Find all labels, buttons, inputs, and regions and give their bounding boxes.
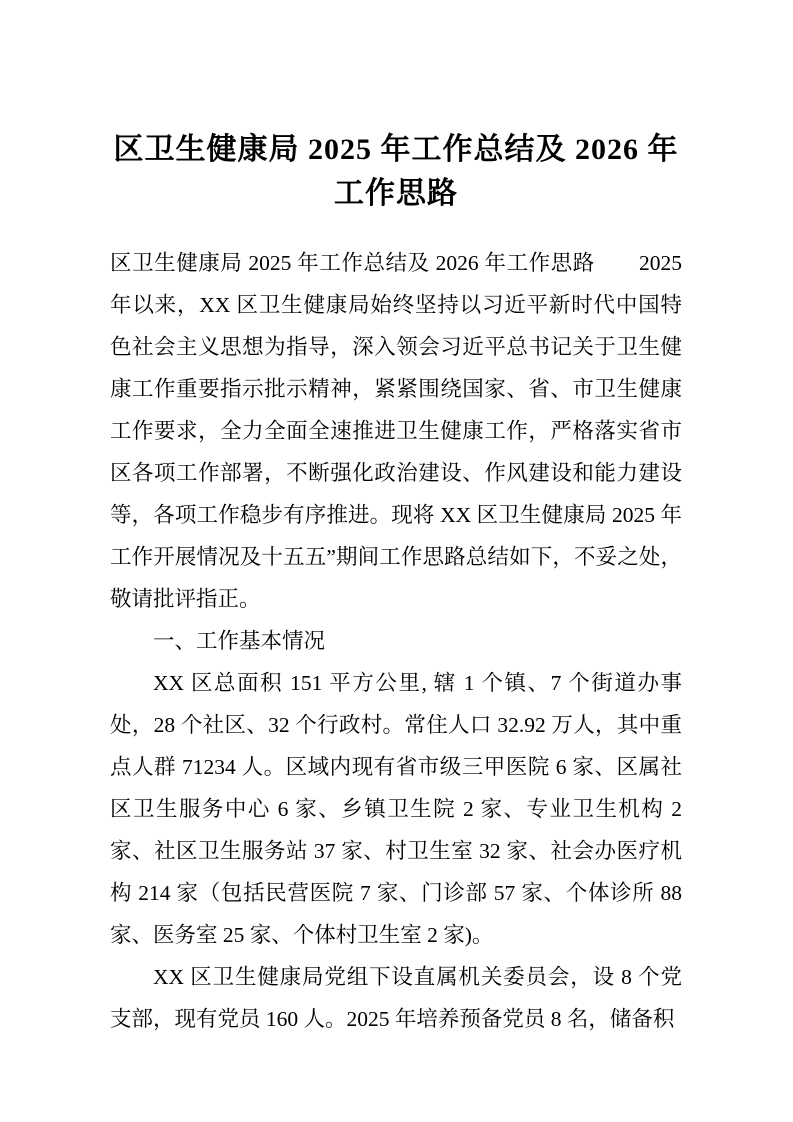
section-heading: 一、工作基本情况: [153, 629, 326, 653]
intro-paragraph: 区卫生健康局 2025 年工作总结及 2026 年工作思路 2025 年以来，XX 区卫生健康局始终坚持以习近平新时代中国特色社会主义思想为指导，深入领会习近平总书记关于卫生健康工作重要指示批示精神，紧紧围绕国家、省、市卫生健康工作要求，全力全面全速推进卫生健康工作，严格落实省市区各项工作部署，不断强化政治建设、作风建设和能力建设等，各项工作稳步有序推进。现将 XX 区卫生健康局 2025 年工作开展情况及十五五”期间工作思路总结如下，不妥之处，敬请批评指正。: [110, 251, 682, 611]
document-title: 区卫生健康局 2025 年工作总结及 2026 年工作思路: [113, 133, 679, 210]
party-organization-paragraph: XX 区卫生健康局党组下设直属机关委员会，设 8 个党支部，现有党员 160 人。2025 年培养预备党员 8 名，储备积: [110, 965, 682, 1031]
district-overview-paragraph: XX 区总面积 151 平方公里, 辖 1 个镇、7 个街道办事处，28 个社区、32 个行政村。常住人口 32.92 万人，其中重点人群 71234 人。区域内现有省市级三甲医院 6 家、区属社区卫生服务中心 6 家、乡镇卫生院 2 家、专业卫生机构 2 家、社区卫生服务站 37 家、村卫生室 32 家、社会办医疗机构 214 家（包括民营医院 7 家、门诊部 57 家、个体诊所 88 家、医务室 25 家、个体村卫生室 2 家)。: [110, 671, 682, 947]
